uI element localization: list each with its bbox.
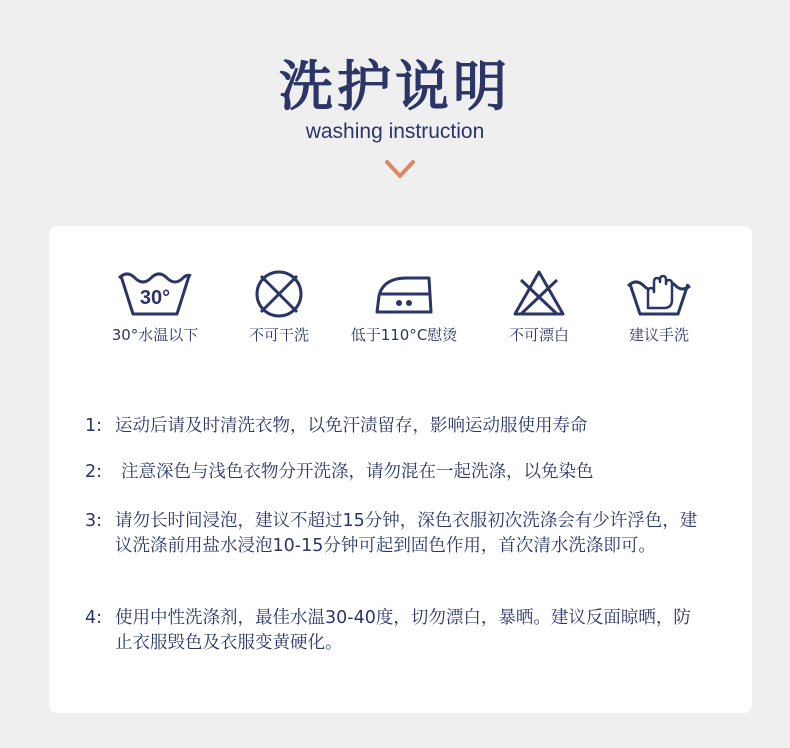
instruction-text: 请勿长时间浸泡，建议不超过15分钟，深色衣服初次洗涤会有少许浮色，建议洗涤前用盐水浸泡10-15分钟可起到固色作用，首次清水洗涤即可。 bbox=[115, 511, 698, 556]
page-title: 洗护说明 bbox=[279, 55, 511, 118]
icon-label: 不可漂白 bbox=[508, 326, 569, 344]
instruction-text: 运动后请及时清洗衣物，以免汗渍留存，影响运动服使用寿命 bbox=[115, 416, 588, 436]
instruction-text: 注意深色与浅色衣物分开洗涤，请勿混在一起洗涤，以免染色 bbox=[121, 462, 594, 482]
hand-wash-icon bbox=[624, 266, 694, 318]
instruction-number: 2: bbox=[85, 462, 103, 482]
instruction-item bbox=[85, 460, 711, 485]
care-item-bleach bbox=[489, 266, 589, 345]
icon-label: 低于110°C慰烫 bbox=[350, 326, 458, 344]
instruction-item bbox=[85, 509, 705, 559]
no-bleach-icon bbox=[511, 266, 567, 318]
care-item-hand-wash bbox=[609, 266, 709, 345]
instruction-text: 使用中性洗涤剂，最佳水温30-40度，切勿漂白，暴晒。建议反面晾晒，防止衣服毁色及衣服变黄硬化。 bbox=[115, 608, 691, 653]
care-item-dry-clean bbox=[229, 266, 329, 345]
icon-label: 30°水温以下 bbox=[111, 326, 199, 344]
icon-label: 建议手洗 bbox=[628, 326, 689, 344]
chevron-down-icon bbox=[383, 156, 417, 182]
wash-30-icon bbox=[115, 266, 195, 318]
instruction-item bbox=[85, 414, 705, 439]
care-card bbox=[49, 226, 752, 713]
care-item-iron bbox=[339, 266, 469, 345]
instruction-number: 4: bbox=[85, 608, 103, 628]
iron-110-icon bbox=[369, 266, 439, 318]
instruction-number: 3: bbox=[85, 511, 103, 531]
page-subtitle: washing instruction bbox=[305, 120, 485, 143]
no-dry-clean-icon bbox=[251, 266, 307, 318]
icon-label: 不可干洗 bbox=[248, 326, 309, 344]
instruction-item bbox=[85, 606, 705, 656]
care-item-wash bbox=[95, 266, 215, 345]
wash-temp-badge: 30° bbox=[139, 287, 171, 309]
instruction-number: 1: bbox=[85, 416, 103, 436]
